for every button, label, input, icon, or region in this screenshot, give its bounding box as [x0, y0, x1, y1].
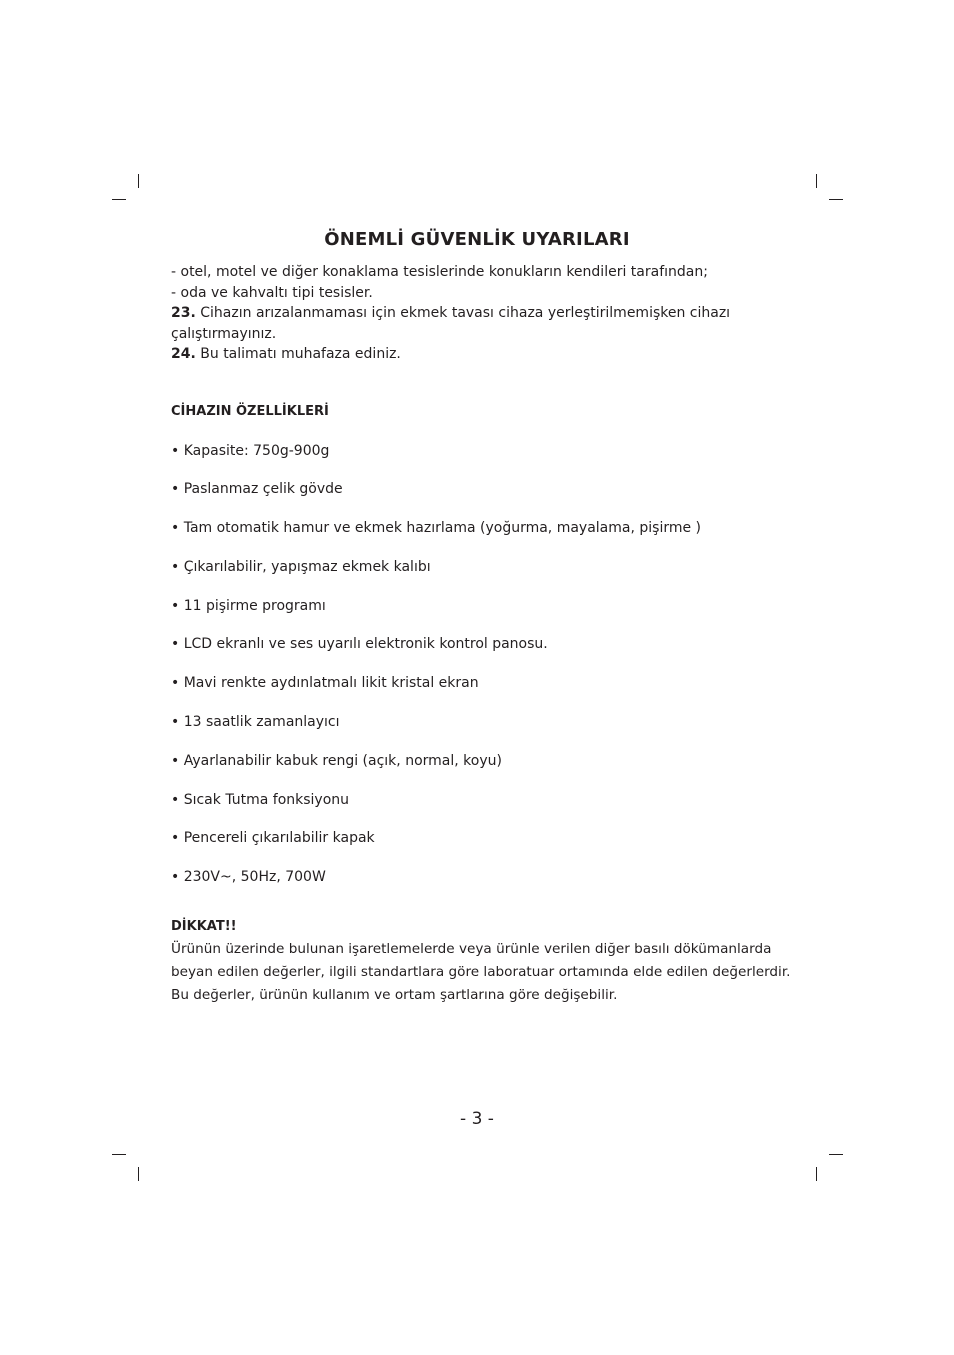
crop-mark-top-right-v: [816, 174, 817, 188]
features-list: [171, 441, 791, 907]
feature-item: • Çıkarılabilir, yapışmaz ekmek kalıbı: [171, 558, 431, 575]
item-24-number: 24.: [171, 346, 196, 362]
feature-item: • Kapasite: 750g-900g: [171, 442, 330, 459]
intro-section: [171, 262, 791, 365]
crop-mark-top-left-v: [138, 174, 139, 188]
feature-item: • 11 pişirme programı: [171, 597, 326, 614]
feature-item: • Tam otomatik hamur ve ekmek hazırlama (yoğurma, mayalama, pişirme ): [171, 520, 702, 537]
features-heading: CİHAZIN ÖZELLİKLERİ: [171, 403, 329, 419]
item-23-number: 23.: [171, 305, 196, 321]
feature-item: • 13 saatlik zamanlayıcı: [171, 714, 340, 731]
feature-item: • Sıcak Tutma fonksiyonu: [171, 791, 350, 808]
intro-line-2: - oda ve kahvaltı tipi tesisler.: [171, 284, 373, 301]
feature-item: • LCD ekranlı ve ses uyarılı elektronik kontrol panosu.: [171, 636, 548, 653]
page-content: [171, 262, 791, 1007]
crop-mark-top-right-h: [829, 199, 843, 200]
item-23: [171, 303, 791, 324]
crop-mark-bottom-left-v: [138, 1167, 139, 1181]
crop-mark-bottom-right-h: [829, 1154, 843, 1155]
feature-item: • Paslanmaz çelik gövde: [171, 481, 343, 498]
item-23-text: Cihazın arızalanmaması için ekmek tavası cihaza yerleştirilmemişken cihazı: [195, 305, 731, 321]
crop-mark-bottom-right-v: [816, 1167, 817, 1181]
page-number: - 3 -: [460, 1109, 494, 1129]
intro-line-1: - otel, motel ve diğer konaklama tesislerinde konukların kendileri tarafından;: [171, 264, 708, 280]
feature-item: • Pencereli çıkarılabilir kapak: [171, 830, 375, 847]
crop-mark-top-left-h: [112, 199, 126, 200]
crop-mark-bottom-left-h: [112, 1154, 126, 1155]
feature-item: • Mavi renkte aydınlatmalı likit kristal ekran: [171, 675, 479, 692]
item-24-text: Bu talimatı muhafaza ediniz.: [195, 346, 401, 362]
feature-item: • 230V~, 50Hz, 700W: [171, 869, 326, 886]
warning-line: Bu değerler, ürünün kullanım ve ortam şartlarına göre değişebilir.: [171, 987, 618, 1004]
warning-line: Ürünün üzerinde bulunan işaretlemelerde veya ürünle verilen diğer basılı dökümanlarda: [171, 941, 772, 958]
warning-heading: DİKKAT!!: [171, 919, 237, 935]
warning-line: beyan edilen değerler, ilgili standartlara göre laboratuar ortamında elde edilen değerlerdir.: [171, 964, 791, 981]
warning-section: [171, 918, 791, 1007]
item-23-continuation: çalıştırmayınız.: [171, 325, 277, 342]
item-24: [171, 344, 791, 365]
page-title: ÖNEMLİ GÜVENLİK UYARILARI: [324, 229, 630, 250]
feature-item: • Ayarlanabilir kabuk rengi (açık, normal, koyu): [171, 752, 502, 769]
